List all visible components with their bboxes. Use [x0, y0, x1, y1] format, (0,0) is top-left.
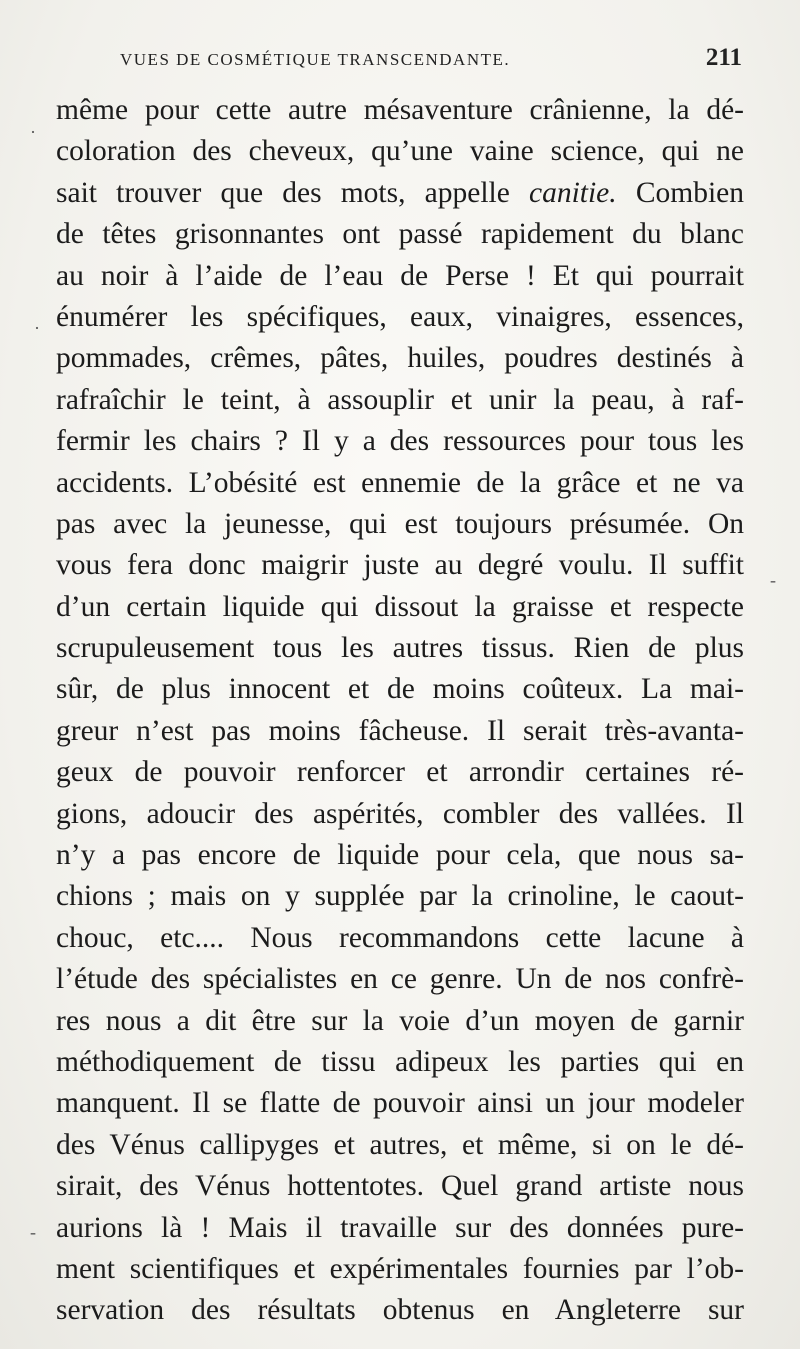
text-line: même pour cette autre mésaventure crânienne, la dé-	[56, 94, 744, 126]
text-line: l’étude des spécialistes en ce genre. Un de nos confrè-	[56, 963, 744, 996]
text-line: aurions là ! Mais il travaille sur des données pure-	[56, 1211, 744, 1244]
text-line: pas avec la jeunesse, qui est toujours présumée. On	[56, 507, 744, 540]
text-line	[56, 173, 744, 214]
text-line: sirait, des Vénus hottentotes. Quel grand artiste nous	[56, 1170, 744, 1203]
text-line: d’un certain liquide qui dissout la graisse et respecte	[56, 590, 744, 623]
text-line: ment scientifiques et expérimentales fournies par l’ob-	[56, 1252, 744, 1285]
text-line: manquent. Il se flatte de pouvoir ainsi un jour modeler	[56, 1087, 744, 1120]
line-segment: Combien	[616, 176, 744, 209]
text-line: coloration des cheveux, qu’une vaine science, qui ne	[56, 135, 744, 168]
margin-dash: -	[770, 570, 776, 590]
text-line: vous fera donc maigrir juste au degré voulu. Il suffit	[56, 549, 744, 582]
text-line: chouc, etc.... Nous recommandons cette lacune à	[56, 921, 744, 954]
text-line: gions, adoucir des aspérités, combler des vallées. Il	[56, 797, 744, 830]
text-line: res nous a dit être sur la voie d’un moyen de garnir	[56, 1004, 744, 1037]
text-line: n’y a pas encore de liquide pour cela, que nous sa-	[56, 839, 744, 872]
text-line: accidents. L’obésité est ennemie de la grâce et ne va	[56, 466, 744, 499]
text-line: sûr, de plus innocent et de moins coûteux. La mai-	[56, 673, 744, 706]
page-header	[52, 42, 742, 82]
body-text	[56, 90, 744, 1332]
text-line: chions ; mais on y supplée par la crinoline, le caout-	[56, 880, 744, 913]
margin-dot: ·	[34, 318, 40, 338]
text-line: greur n’est pas moins fâcheuse. Il serait très-avanta-	[56, 714, 744, 747]
italic-term: canitie.	[529, 176, 617, 209]
text-line: fermir les chairs ? Il y a des ressources pour tous les	[56, 425, 744, 458]
text-line: au noir à l’aide de l’eau de Perse ! Et qui pourrait	[56, 259, 744, 292]
text-line: scrupuleusement tous les autres tissus. Rien de plus	[56, 632, 744, 665]
running-head: VUES DE COSMÉTIQUE TRANSCENDANTE.	[120, 50, 511, 69]
margin-dash: -	[30, 1222, 36, 1242]
line-segment: sait trouver que des mots, appelle	[56, 176, 529, 209]
text-line: énumérer les spécifiques, eaux, vinaigres, essences,	[56, 300, 744, 333]
text-line: de têtes grisonnantes ont passé rapidement du blanc	[56, 218, 744, 251]
page-number: 211	[705, 44, 742, 71]
text-line: méthodiquement de tissu adipeux les parties qui en	[56, 1045, 744, 1078]
text-line: rafraîchir le teint, à assouplir et unir la peau, à raf-	[56, 383, 744, 416]
text-line: pommades, crêmes, pâtes, huiles, poudres destinés à	[56, 342, 744, 375]
text-line: geux de pouvoir renforcer et arrondir certaines ré-	[56, 756, 744, 789]
text-line: servation des résultats obtenus en Angleterre sur	[56, 1294, 744, 1327]
margin-dot: ·	[30, 122, 36, 142]
text-line: des Vénus callipyges et autres, et même, si on le dé-	[56, 1128, 744, 1161]
